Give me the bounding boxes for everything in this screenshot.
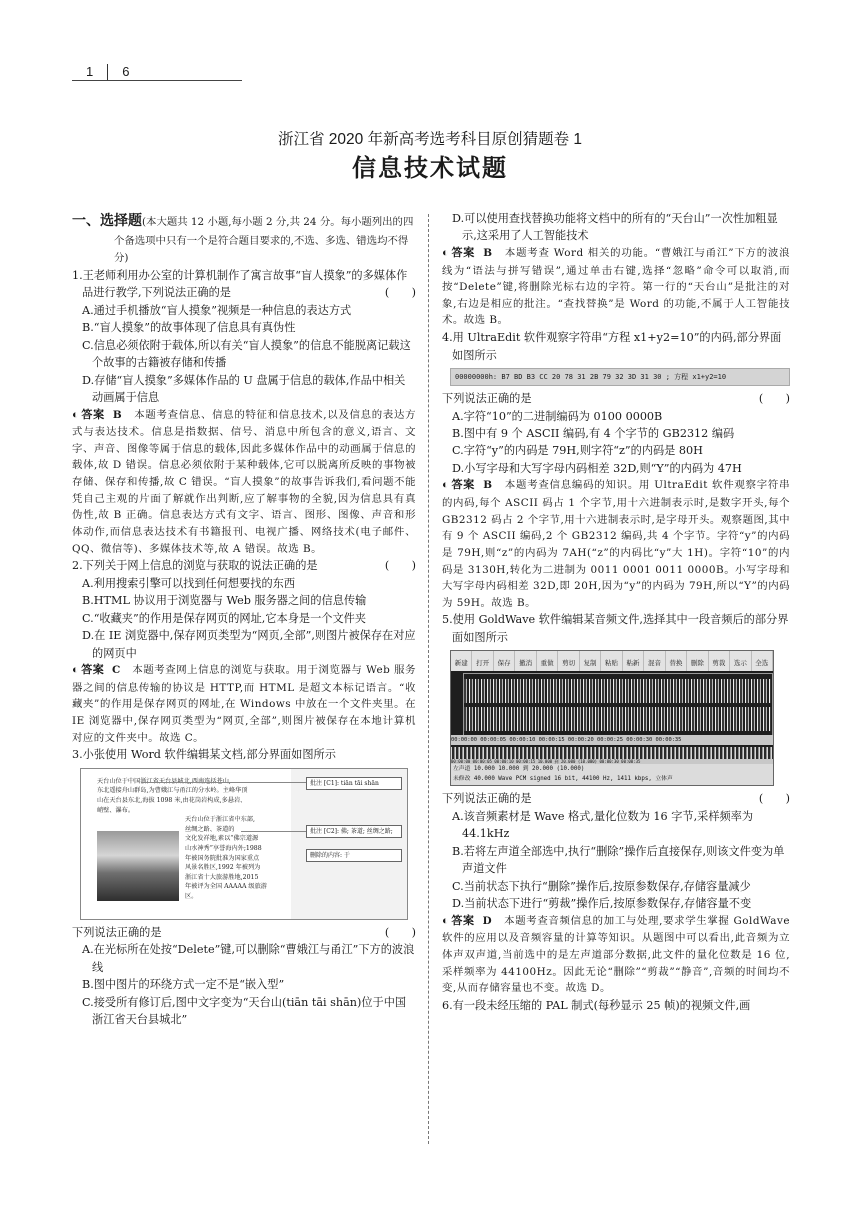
option-c: C.字符“y”的内码是 79H,则字符“z”的内码是 80H [452,444,703,458]
answer-bracket: ( ) [384,286,416,300]
option-c: C.接受所有修订后,图中文字变为“天台山(tiān tāi shān)位于中国浙江省天台县城北” [82,995,407,1027]
answer-block [72,662,416,746]
option-b: B.“盲人摸象”的故事体现了信息具有真伪性 [82,321,296,335]
doc-line: 山水神秀”享誉海内外;1988 [185,844,262,852]
doc-line: 天台山位于中国浙江省天台县城北,西南连括苍山, [97,777,231,785]
toolbar-save-button[interactable]: 保存 [494,651,515,671]
question-2 [72,557,416,746]
option-a: A.字符“10”的二进制编码为 0100 0000B [452,409,663,423]
status-bar-2: 未修改 40.000 Wave PCM signed 16 bit, 44100 Hz, 1411 kbps, 立体声 [451,774,773,785]
timeline-ruler-2: 00:00:00 00:00:05 00:00:10 00:00:15 10.000 到 20.000 (10.000) 00:00:30 00:00:35 [451,759,773,764]
stem-text: 2.下列关于网上信息的浏览与获取的说法正确的是 [72,559,318,573]
answer-text: 本题考查网上信息的浏览与获取。用于浏览器与 Web 服务器之间的信息传输的协议是 HTTP,而 HTML 是超文本标记语言。“收藏夹”的作用是保存网页的网址,在 Windows 中放在一个文件夹里。在 IE 浏览器中,保存网页类型为“网页,全部”,则图片被保存在本地计算机对应的文件夹中。故选 C。 [72,664,416,744]
timeline-ruler: 00:00:00 00:00:05 00:00:10 00:00:15 00:00:20 00:00:25 00:00:30 00:00:35 [451,735,773,745]
prompt-text: 下列说法正确的是 [442,392,532,406]
answer-label: ◐ 答案 [72,664,104,676]
page-number-separator [107,64,108,80]
option-a: A.该音频素材是 Wave 格式,量化位数为 16 字节,采样频率为 44.1kHz [452,809,754,841]
answer-key: B [483,479,493,492]
doc-line: 丝绸之路、茶道的 [185,825,235,833]
option-d: D.存储“盲人摸象”多媒体作品的 U 盘属于信息的载体,作品中相关动画属于信息 [82,373,406,405]
option-b: B.HTML 协议用于浏览器与 Web 服务器之间的信息传输 [82,594,367,608]
page-number-left: 1 [86,64,94,79]
question-stem [72,557,416,574]
answer-bracket: ( ) [384,925,416,939]
answer-bracket: ( ) [758,392,790,406]
answer-block [442,477,790,611]
right-column [442,210,790,1014]
prompt-text: 下列说法正确的是 [72,925,162,939]
answer-key: B [483,246,493,259]
toolbar-replace-button[interactable]: 替换 [666,651,687,671]
option-c: C.“收藏夹”的作用是保存网页的网址,它本身是一个文件夹 [82,611,367,625]
toolbar-undo-button[interactable]: 撤消 [515,651,536,671]
doc-line: 区。 [185,892,198,900]
prompt-text: 下列说法正确的是 [442,792,532,806]
question-stem [72,267,416,302]
answer-text: 本题考查信息、信息的特征和信息技术,以及信息的表达方式与表达技术。信息是指数据、信号、消息中所包含的意义,语言、文字、声音、图像等属于信息的载体,因此多媒体作品中的动画属于信息的载体,故 D 错误。信息必须依附于某种载体,它可以脱离所反映的事物被存储、保存和传播,故 C 错误。“盲人摸象”的故事告诉我们,看问题不能凭自己主观的片面了解就作出判断,应了解事物的全貌,因为信息具有真伪性,故 B 正确。信息表达方式有文字、语言、图形、图像、声音和形体动作,而信息表达技术有书籍报刊、电视广播、网络技术(电子邮件、QQ、微信等)、多媒体技术等,故 A 错误。故选 B。 [72,408,416,555]
question-4 [442,329,790,611]
section-note: (本大题共 12 小题,每小题 2 分,共 24 分。每小题列出的四个备选项中只有一个是符合题目要求的,不选、多选、错选均不得分) [114,216,414,265]
toolbar-select-all-button[interactable]: 全选 [752,651,773,671]
toolbar-mix-button[interactable]: 混音 [644,651,665,671]
option-b: B.图中图片的环绕方式一定不是“嵌入型” [82,978,285,992]
question-5 [442,611,790,996]
toolbar-trim-button[interactable]: 剪裁 [709,651,730,671]
question-stem: 5.使用 GoldWave 软件编辑某音频文件,选择其中一段音频后的部分界面如图所示 [442,613,789,644]
stem-text: 1.王老师利用办公室的计算机制作了寓言故事“盲人摸象”的多媒体作品进行教学,下列说法正确的是 [72,268,408,300]
comment-connector [241,831,306,832]
option-d: D.当前状态下进行“剪裁”操作后,按原参数保存,存储容量不变 [452,897,752,911]
selection-region[interactable] [463,673,773,737]
mountain-photo [97,831,179,901]
toolbar-copy-button[interactable]: 复制 [580,651,601,671]
comment-c1[interactable]: 批注 [C1]: tiān tāi shān [306,777,402,790]
answer-label: ◐ 答案 [442,915,475,927]
question-stem: 6.有一段未经压缩的 PAL 制式(每秒显示 25 帧)的视频文件,画 [442,998,751,1012]
toolbar-open-button[interactable]: 打开 [472,651,493,671]
question-prompt [72,924,416,941]
doc-line: 东北遥接舟山群岛,为曹娥江与甬江的分水岭。主峰华顶 [97,787,248,795]
section-heading: 一、选择题 [72,212,142,228]
option-d: D.可以使用查找替换功能将文档中的所有的“天台山”一次性加粗显示,这采用了人工智能技术 [452,212,778,243]
option-a: A.在光标所在处按“Delete”键,可以删除“曹娥江与甬江”下方的波浪线 [82,943,415,974]
question-stem: 4.用 UltraEdit 软件观察字符串“方程 x1+y2=10”的内码,部分界面如图所示 [442,331,782,362]
doc-line: 年被评为全国 AAAAA 级旅游 [185,883,267,891]
page-number-right: 6 [122,64,130,79]
left-column [72,210,416,1028]
header-rule [72,80,242,81]
ultraedit-hex-view: 00000000h: B7 BD B3 CC 20 78 31 2B 79 32 3D 31 30 ; 方程 x1+y2=10 [450,368,790,386]
exam-subtitle: 浙江省 2020 年新高考选考科目原创猜题卷 1 [277,131,583,148]
doc-line: 文化发祥地,素以“佛宗道源 [185,835,259,843]
goldwave-screenshot [450,650,774,786]
option-b: B.若将左声道全部选中,执行“删除”操作后直接保存,则该文件变为单声道文件 [452,844,785,876]
column-divider [428,214,429,1144]
option-b: B.图中有 9 个 ASCII 编码,有 4 个字节的 GB2312 编码 [452,426,735,440]
doc-line: 峭壁、瀑布。 [97,806,135,814]
question-1 [72,267,416,557]
doc-line: 年被国务院批准为国家重点 [185,854,260,862]
toolbar-cut-button[interactable]: 剪切 [558,651,579,671]
toolbar-new-button[interactable]: 新建 [451,651,472,671]
answer-key: B [112,408,123,421]
option-c: C.当前状态下执行“删除”操作后,按原参数保存,存储容量减少 [452,879,751,893]
goldwave-toolbar [451,651,773,671]
doc-line: 浙江省十大旅游胜地,2015 [185,873,259,881]
doc-line: 风景名胜区,1992 年被列为 [185,864,261,872]
answer-text: 本题考查信息编码的知识。用 UltraEdit 软件观察字符串的内码,每个 ASCII 码占 1 个字节,用十六进制表示时,是数字开头,每个 GB2312 码占 2 个字节,用十六进制表示时,是字母开头。观察题图,其中有 9 个 ASCII 编码,2 个 GB2312 编码,共 4 个字节。字符“y”的内码是 79H,则“z”的内码为 7AH(“z”的内码比“y”大 1H)。字符“10”的内码是 3130H,转化为二进制为 0011 0001 0011 0000B。小写字母和大写字母内码相差 32D,即 20H,因为“y”的内码为 79H,所以“Y”的内码为 59H。故选 B。 [442,479,791,609]
option-d: D.小写字母和大写字母内码相差 32D,则“Y”的内码为 47H [452,461,742,475]
question-prompt [442,390,790,407]
question-stem: 3.小张使用 Word 软件编辑某文档,部分界面如图所示 [72,748,336,762]
answer-block [72,407,416,558]
option-d: D.在 IE 浏览器中,保存网页类型为“网页,全部”,则图片被保存在对应的网页中 [82,629,416,660]
toolbar-paste-button[interactable]: 粘贴 [601,651,622,671]
answer-bracket: ( ) [758,792,790,806]
question-3 [72,746,416,1028]
answer-bracket: ( ) [384,559,416,573]
doc-line: 天台山位于浙江省中东部, [185,816,256,824]
toolbar-redo-button[interactable]: 重做 [537,651,558,671]
answer-label: ◐ 答案 [442,247,475,259]
toolbar-delete-button[interactable]: 删除 [687,651,708,671]
exam-title: 信息技术试题 [352,155,508,182]
toolbar-select-view-button[interactable]: 选示 [730,651,751,671]
answer-block [442,913,790,997]
answer-key: C [112,664,121,677]
comment-connector [141,782,306,783]
answer-key: D [482,914,493,927]
toolbar-paste-new-button[interactable]: 粘新 [623,651,644,671]
option-a: A.利用搜索引擎可以找到任何想要找的东西 [82,576,296,590]
deleted-content[interactable]: 删除的内容: 于 [306,849,402,862]
answer-block [442,245,790,329]
answer-text: 本题考查 Word 相关的功能。“曹娥江与甬江”下方的波浪线为“语法与拼写错误”,通过单击右键,选择“忽略”命令可以取消,而按“Delete”键,将删除光标右边的字符。第一行的“天台山”是批注的对象,右边是相应的批注。“查找替换”是 Word 的功能,不属于人工智能技术。故选 B。 [442,246,790,327]
option-a: A.通过手机播放“盲人摸象”视频是一种信息的表达方式 [82,303,352,317]
answer-label: ◐ 答案 [72,409,105,421]
question-6 [442,997,790,1014]
question-prompt [442,790,790,807]
option-c: C.信息必须依附于载体,所以有关“盲人摸象”的信息不能脱离记载这个故事的古籍被存储和传播 [82,338,411,370]
word-screenshot [80,768,408,920]
section-header [72,210,416,267]
doc-line: 山在天台县东北,海拔 1098 米,由花岗岩构成,多悬岩、 [97,796,247,804]
answer-text: 本题考查音频信息的加工与处理,要求学生掌握 GoldWave 软件的应用以及音频容量的计算等知识。从题图中可以看出,此音频为立体声双声道,当前选中的是左声道部分数据,此文件的量化位数是 16 位,采样频率为 44100Hz。因此无论“删除”“剪裁”“静音”,音频的时间均不变,从而存储容量也不变。故选 D。 [442,914,790,995]
status-bar-1: 左声道 10.000 10.000 到 20.000 (10.000) [451,764,773,775]
comment-c2[interactable]: 批注 [C2]: 佛; 茶道; 丝绸之路; [306,825,402,838]
answer-label: ◐ 答案 [442,479,475,491]
